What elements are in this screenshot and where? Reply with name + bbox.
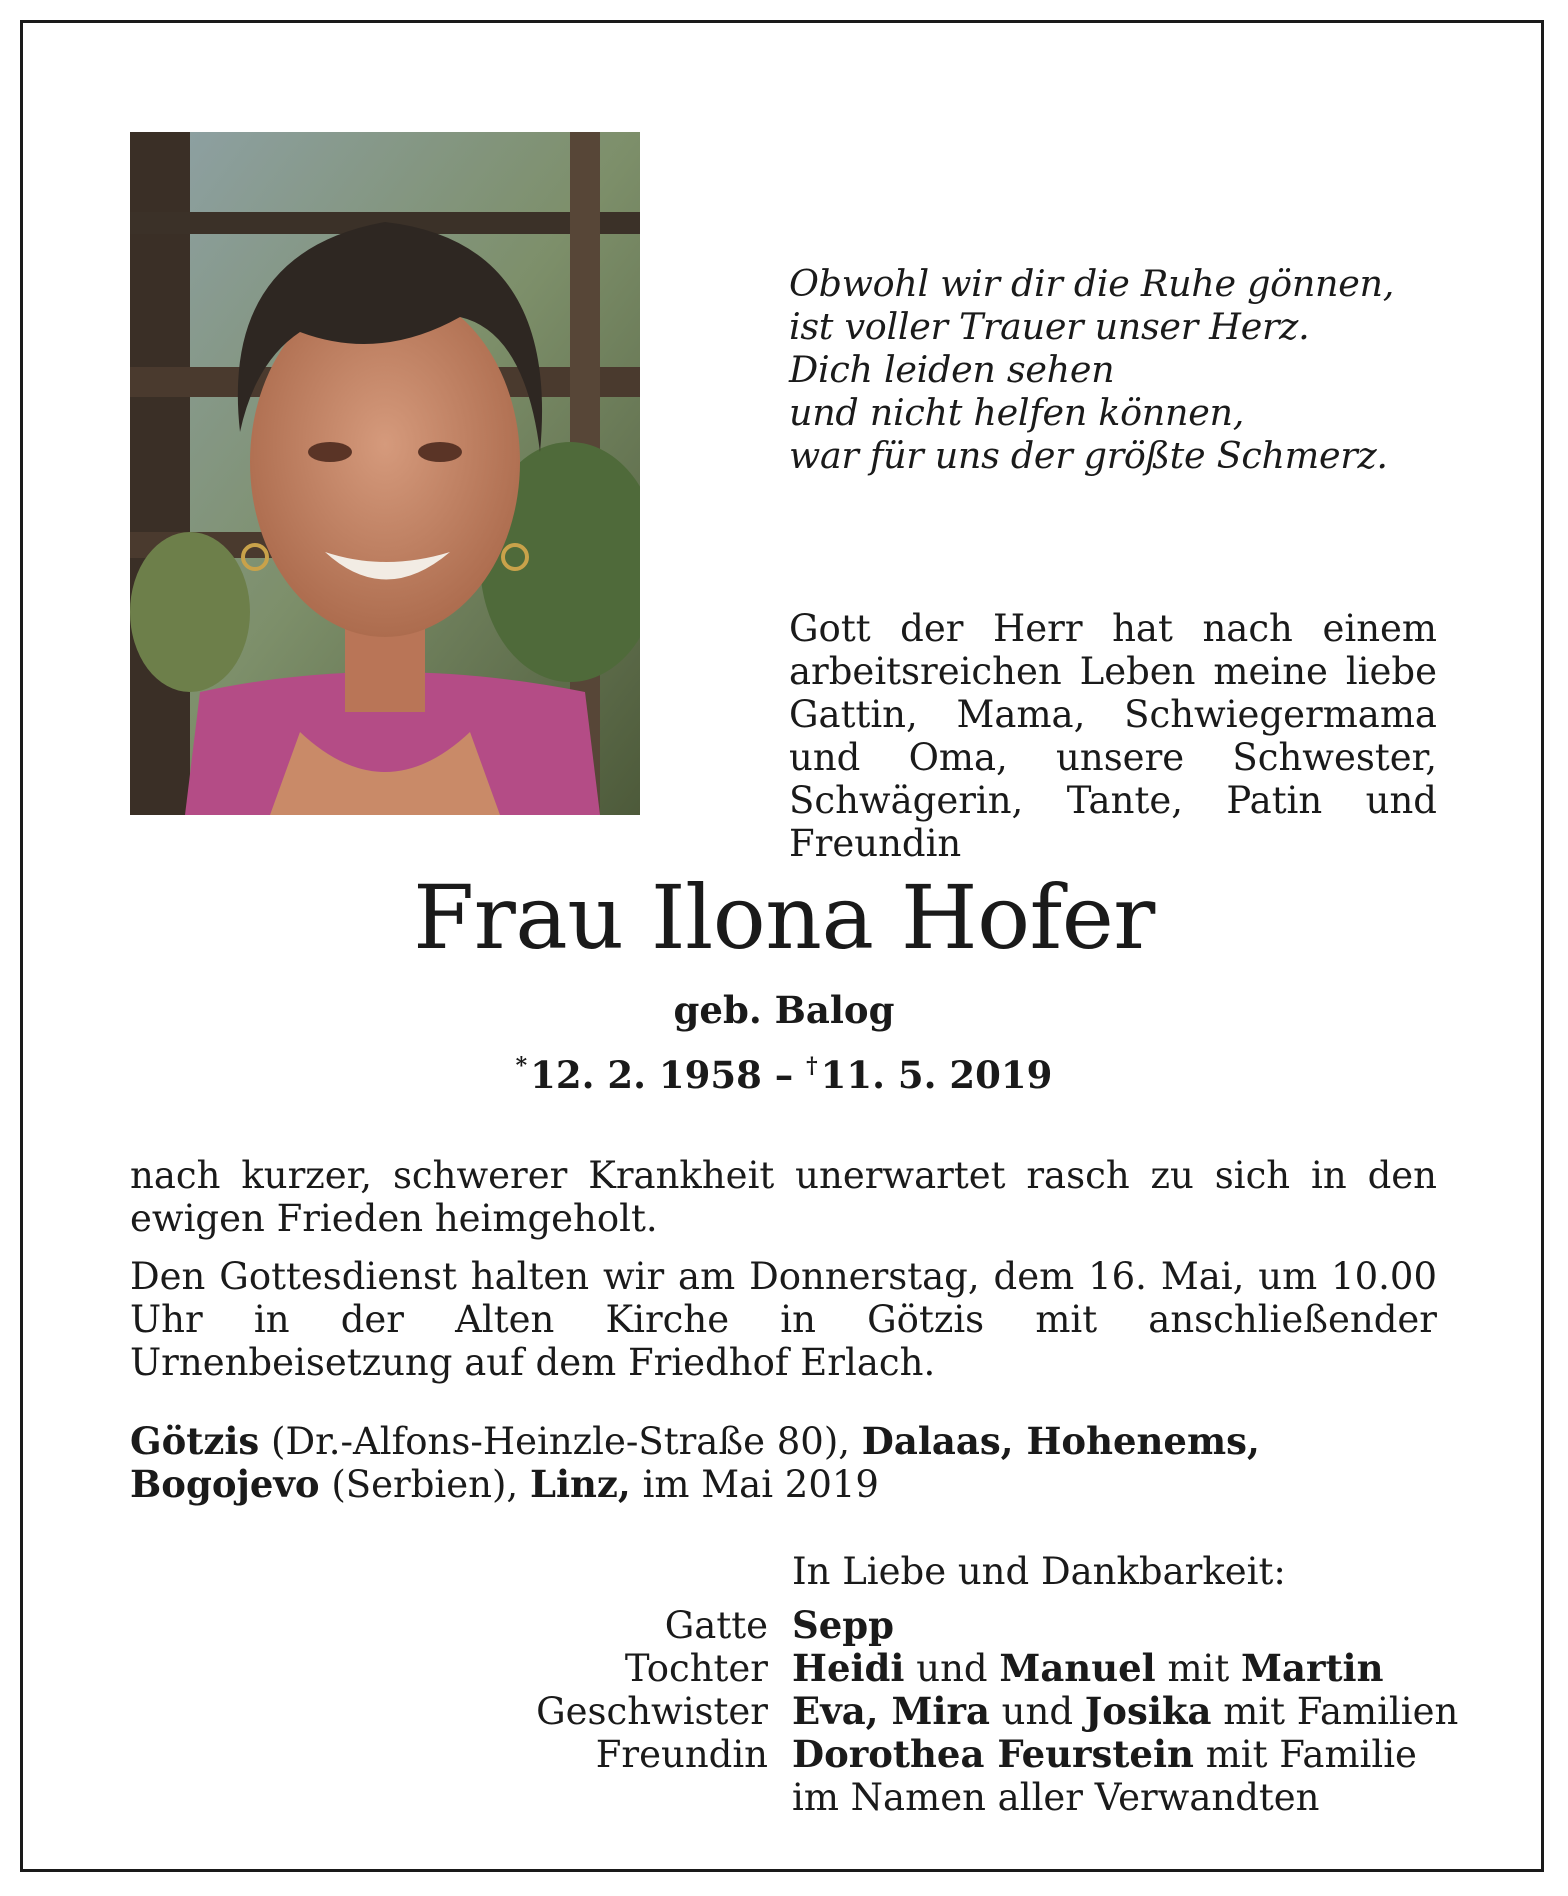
signer-name-part: Martin	[1241, 1646, 1384, 1690]
portrait-photo	[130, 132, 640, 815]
signer-name-part: mit	[1155, 1647, 1242, 1690]
signer-names	[792, 1647, 1384, 1690]
signers-list	[0, 1604, 1568, 1819]
places-line	[130, 1420, 1440, 1506]
thanks-line: In Liebe und Dankbarkeit:	[792, 1550, 1286, 1593]
life-dates	[0, 1053, 1568, 1097]
signer-name-part: Heidi	[792, 1646, 905, 1690]
place-name: Bogojevo	[130, 1462, 320, 1506]
poem-line: ist voller Trauer unser Herz.	[789, 305, 1310, 348]
poem	[789, 262, 1429, 477]
poem-line: Obwohl wir dir die Ruhe gönnen,	[789, 262, 1395, 305]
signer-row	[0, 1647, 1568, 1690]
deceased-name: Frau Ilona Hofer	[413, 866, 1155, 969]
date-separator: –	[774, 1053, 794, 1097]
signer-role: Tochter	[624, 1647, 768, 1690]
intro-text: Gott der Herr hat nach einem arbeitsreichen Leben meine liebe Gattin, Mama, Schwiegermama und Oma, unsere Schwester, Schwägerin, Tante, Patin und Freundin	[789, 607, 1437, 865]
paragraph-gottesdienst: Den Gottesdienst halten wir am Donnerstag, dem 16. Mai, um 10.00 Uhr in der Alten Kirche in Götzis mit anschließender Urnenbeisetzung auf dem Friedhof Erlach.	[130, 1255, 1437, 1384]
place-name: Dalaas, Hohenems,	[861, 1419, 1260, 1463]
death-date: 11. 5. 2019	[820, 1053, 1053, 1097]
country: (Serbien),	[319, 1463, 530, 1506]
signer-name-part: Josika	[1084, 1689, 1212, 1733]
signer-row	[0, 1604, 1568, 1647]
signer-role: Freundin	[595, 1733, 768, 1776]
signer-row	[0, 1733, 1568, 1776]
signer-name-part: Dorothea Feurstein	[792, 1732, 1194, 1776]
paragraph-heimgeholt: nach kurzer, schwerer Krankheit unerwartet rasch zu sich in den ewigen Frieden heimgeholt.	[130, 1154, 1437, 1240]
address: (Dr.-Alfons-Heinzle-Straße 80),	[259, 1420, 862, 1463]
place-name: Linz,	[529, 1462, 631, 1506]
signer-names	[792, 1690, 1458, 1733]
signer-role: Geschwister	[536, 1690, 768, 1733]
signer-row	[0, 1776, 1568, 1819]
signer-name-part: und	[989, 1690, 1085, 1733]
signer-names	[792, 1776, 1320, 1819]
poem-line: war für uns der größte Schmerz.	[789, 434, 1388, 477]
birth-date: 12. 2. 1958	[530, 1053, 762, 1097]
death-symbol: †	[806, 1053, 818, 1079]
signer-role: Gatte	[664, 1604, 768, 1647]
maiden-name: geb. Balog	[673, 988, 895, 1032]
signer-names	[792, 1733, 1417, 1776]
signer-names	[792, 1604, 894, 1647]
place-name: Götzis	[130, 1419, 260, 1463]
poem-line: Dich leiden sehen	[789, 348, 1115, 391]
signer-name-part: im Namen aller Verwandten	[792, 1776, 1320, 1819]
birth-symbol: *	[515, 1053, 528, 1079]
signer-row	[0, 1690, 1568, 1733]
signer-name-part: mit Familien	[1211, 1690, 1459, 1733]
signer-name-part: Eva, Mira	[792, 1689, 990, 1733]
signer-name-part: mit Familie	[1193, 1733, 1417, 1776]
signer-name-part: Manuel	[999, 1646, 1156, 1690]
signer-name-part: Sepp	[792, 1603, 895, 1647]
poem-line: und nicht helfen können,	[789, 391, 1245, 434]
signer-name-part: und	[904, 1647, 1000, 1690]
place-date: im Mai 2019	[630, 1463, 879, 1506]
